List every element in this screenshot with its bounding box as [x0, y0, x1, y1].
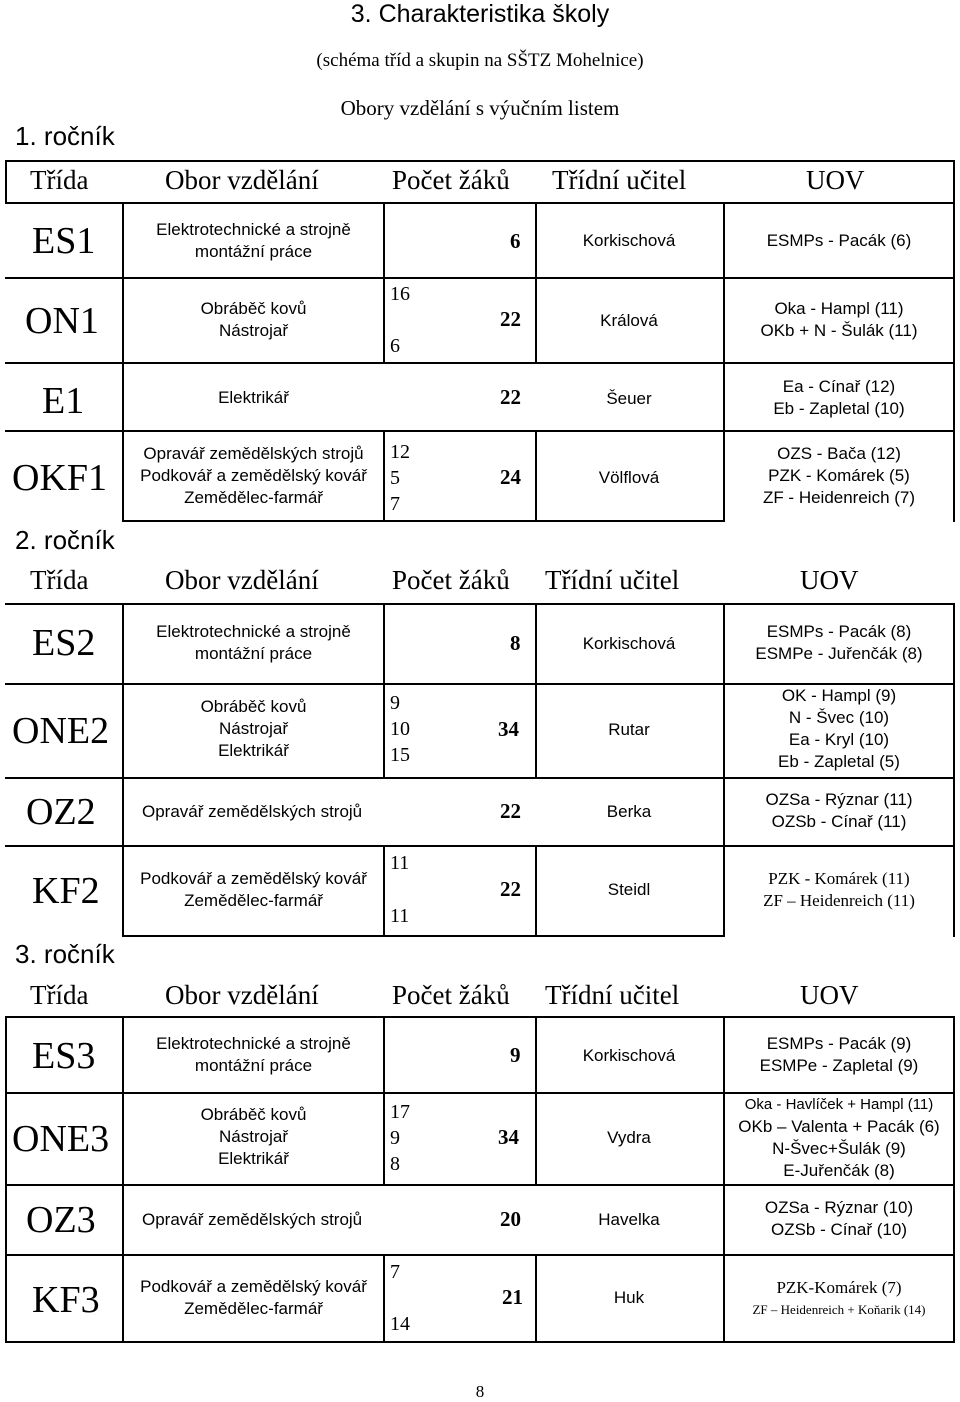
uov-cell: Oka - Hampl (11) OKb + N - Šulák (11): [760, 299, 918, 340]
teacher: Havelka: [598, 1210, 660, 1229]
count: 11: [390, 852, 410, 874]
count-list: 17 9 8: [390, 1101, 410, 1175]
uov-cell: Ea - Cínař (12) Eb - Zapletal (10): [773, 377, 905, 418]
obor-cell: Podkovář a zemědělský kovář Zemědělec-farmář: [140, 869, 367, 910]
year-1-heading: 1. ročník: [15, 121, 115, 151]
teacher: Korkischová: [582, 1046, 676, 1065]
header-uov: UOV: [806, 165, 865, 195]
teacher: Huk: [613, 1288, 645, 1307]
class-code: OZ3: [26, 1199, 96, 1241]
obor-cell: Opravář zemědělských strojů Podkovář a zemědělský kovář Zemědělec-farmář: [140, 444, 367, 507]
class-code: ES1: [32, 220, 96, 262]
class-code: E1: [42, 380, 85, 422]
teacher: Steidl: [607, 880, 651, 899]
header-obor: Obor vzdělání: [165, 165, 319, 195]
header-trida: Třída: [30, 980, 89, 1010]
count-list: 9 10 15: [390, 692, 410, 766]
header-uov: UOV: [800, 980, 859, 1010]
uov-cell: ESMPs - Pacák (8) ESMPe - Juřenčák (8): [755, 622, 923, 663]
header-ucitel: Třídní učitel: [545, 980, 680, 1010]
count: 11: [390, 905, 410, 927]
header-obor: Obor vzdělání: [165, 565, 319, 595]
uov-cell: ESMPs - Pacák (9) ESMPe - Zapletal (9): [759, 1034, 919, 1075]
count: 7: [390, 1261, 400, 1283]
header-pocet: Počet žáků: [392, 565, 510, 595]
obor-cell: Obráběč kovů Nástrojař Elektrikář: [200, 1105, 307, 1168]
total-count: 22: [500, 799, 521, 823]
teacher: Berka: [606, 802, 652, 821]
class-code: KF2: [32, 870, 100, 912]
total-count: 34: [498, 1125, 519, 1149]
teacher: Korkischová: [582, 231, 676, 250]
header-pocet: Počet žáků: [392, 165, 510, 195]
obor-cell: Opravář zemědělských strojů: [142, 802, 363, 821]
page-number: 8: [475, 1382, 485, 1401]
header-ucitel: Třídní učitel: [545, 565, 680, 595]
total-count: 22: [500, 877, 521, 901]
count-list: 12 5 7: [390, 441, 410, 515]
obor-cell: Elektrotechnické a strojně montážní práce: [156, 220, 351, 261]
uov-cell: PZK - Komárek (11) ZF – Heidenreich (11): [763, 869, 915, 910]
header-ucitel: Třídní učitel: [552, 165, 687, 195]
class-code: OKF1: [12, 457, 108, 499]
class-code: ON1: [25, 300, 99, 342]
header-pocet: Počet žáků: [392, 980, 510, 1010]
header-trida: Třída: [30, 165, 89, 195]
total-count: 21: [502, 1285, 523, 1309]
class-code: ES2: [32, 622, 96, 664]
uov-cell: OZSa - Rýznar (10) OZSb - Cínař (10): [764, 1198, 914, 1239]
class-code: KF3: [32, 1279, 100, 1321]
obor-cell: Elektrotechnické a strojně montážní práce: [156, 622, 351, 663]
obor-cell: Opravář zemědělských strojů: [142, 1210, 363, 1229]
total-count: 22: [500, 385, 521, 409]
header-trida: Třída: [30, 565, 89, 595]
uov-cell: OZSa - Rýznar (11) OZSb - Cínař (11): [765, 790, 913, 831]
class-code: ONE3: [12, 1118, 110, 1160]
total-count: 6: [510, 229, 521, 253]
teacher: Korkischová: [582, 634, 676, 653]
obor-cell: Elektrikář: [218, 388, 289, 407]
teacher: Vydra: [607, 1128, 651, 1147]
uov-cell: OK - Hampl (9) N - Švec (10) Ea - Kryl (10) Eb - Zapletal (5): [778, 686, 900, 771]
teacher: Šeuer: [606, 389, 652, 408]
total-count: 9: [510, 1043, 521, 1067]
class-code: ES3: [32, 1035, 96, 1077]
teacher: Rutar: [608, 720, 650, 739]
year-2-heading: 2. ročník: [15, 525, 115, 555]
class-code: OZ2: [26, 791, 96, 833]
section-subtitle: Obory vzdělání s výučním listem: [340, 96, 620, 120]
total-count: 20: [500, 1207, 521, 1231]
uov-cell: PZK-Komárek (7) ZF – Heidenreich + Koňarik (14): [752, 1278, 926, 1317]
count: 14: [390, 1313, 410, 1335]
page-title: 3. Charakteristika školy: [350, 0, 610, 28]
obor-cell: Obráběč kovů Nástrojař: [200, 299, 307, 340]
uov-cell: ESMPs - Pacák (6): [766, 231, 912, 250]
teacher: Králová: [600, 311, 658, 330]
class-code: ONE2: [12, 710, 110, 752]
header-uov: UOV: [800, 565, 859, 595]
obor-cell: Obráběč kovů Nástrojař Elektrikář: [200, 697, 307, 760]
total-count: 22: [500, 307, 521, 331]
teacher: Völflová: [598, 468, 660, 487]
total-count: 34: [498, 717, 519, 741]
count: 6: [390, 335, 400, 357]
uov-cell: OZS - Bača (12) PZK - Komárek (5) ZF - Heidenreich (7): [762, 444, 916, 507]
page-subtitle: (schéma tříd a skupin na SŠTZ Mohelnice): [316, 50, 644, 71]
header-obor: Obor vzdělání: [165, 980, 319, 1010]
year-3-heading: 3. ročník: [15, 939, 115, 969]
count: 16: [390, 283, 410, 305]
uov-cell: Oka - Havlíček + Hampl (11) OKb – Valenta + Pacák (6) N-Švec+Šulák (9) E-Juřenčák (8): [738, 1096, 940, 1180]
obor-cell: Podkovář a zemědělský kovář Zemědělec-farmář: [140, 1277, 367, 1318]
total-count: 8: [510, 631, 521, 655]
total-count: 24: [500, 465, 521, 489]
obor-cell: Elektrotechnické a strojně montážní práce: [156, 1034, 351, 1075]
